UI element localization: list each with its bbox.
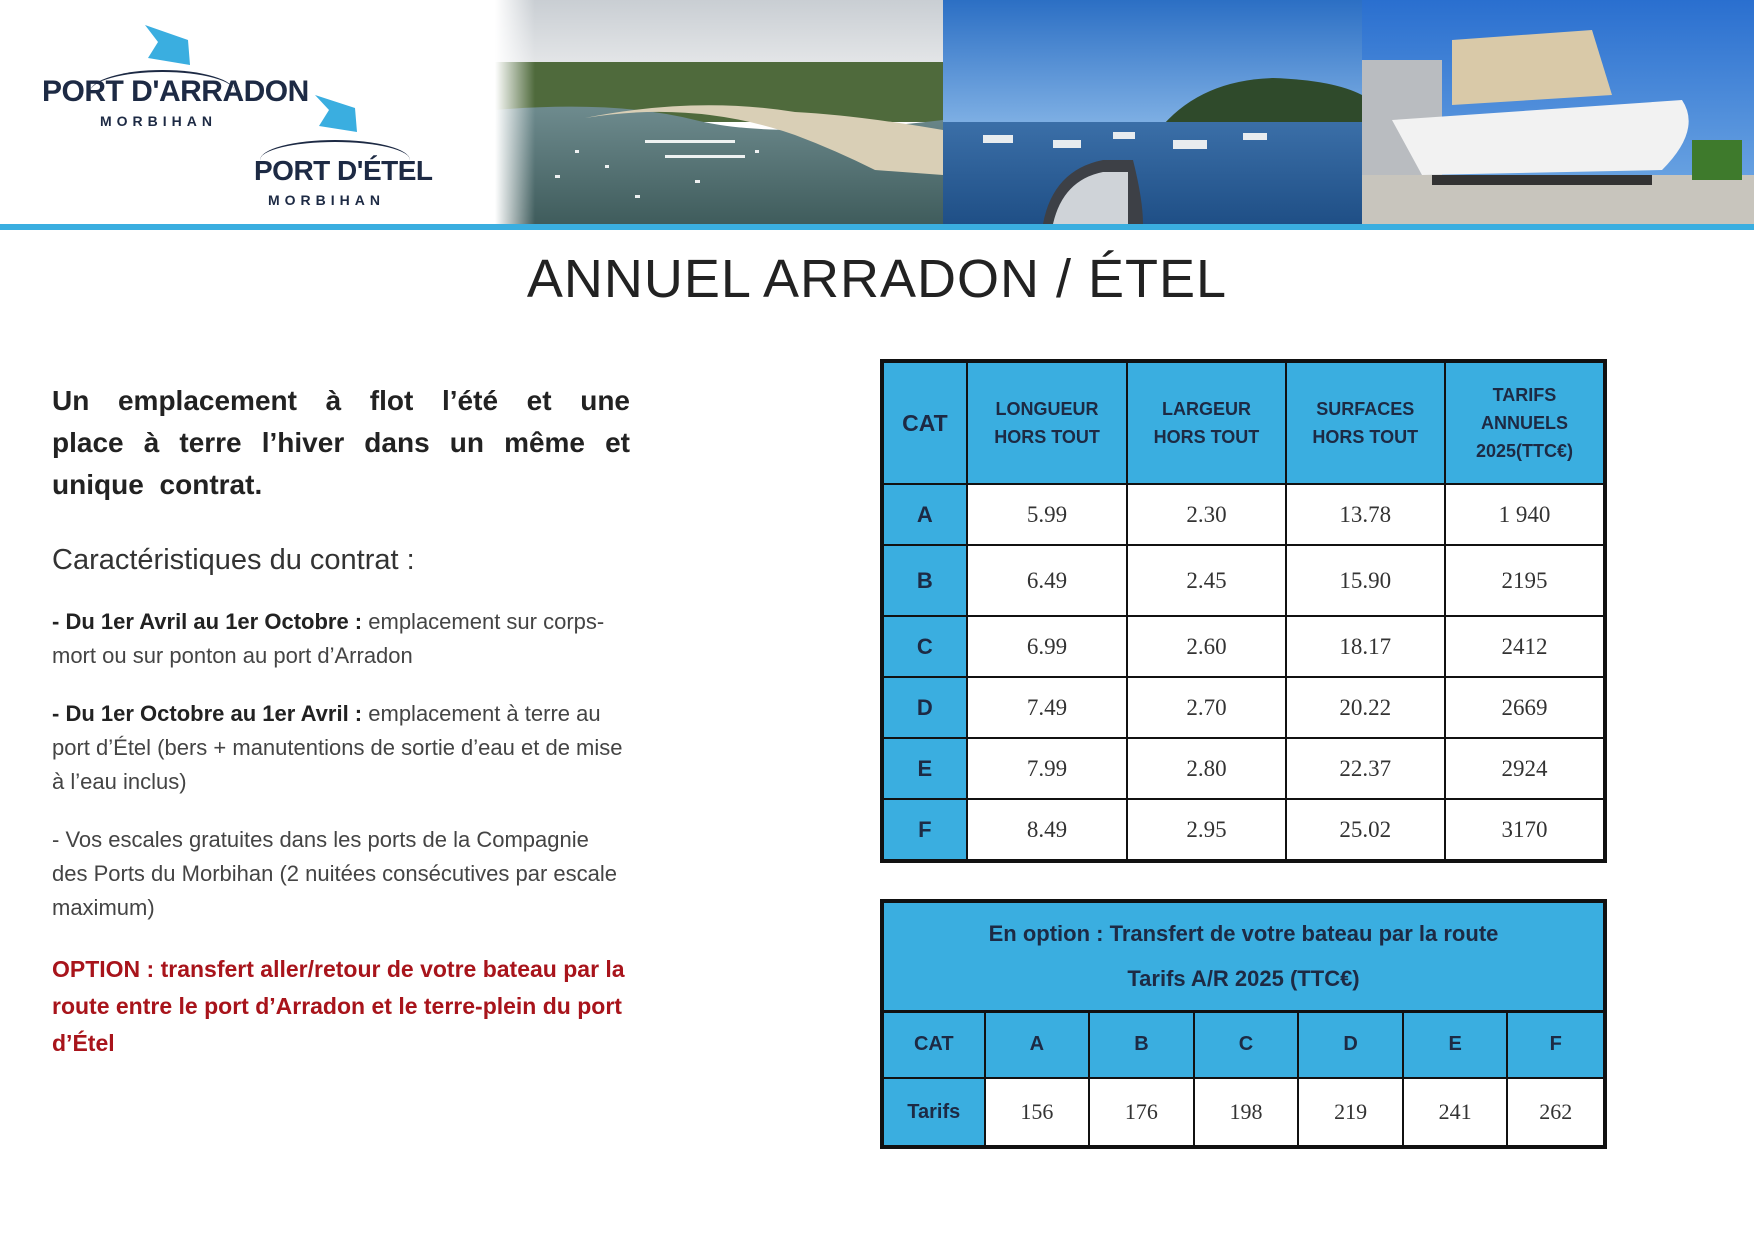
price-cell: 219 bbox=[1298, 1078, 1403, 1147]
page-title: ANNUEL ARRADON / ÉTEL bbox=[526, 249, 1228, 309]
option-title: En option : Transfert de votre bateau par la route bbox=[988, 921, 1499, 947]
header-cell: SURFACES HORS TOUT bbox=[1286, 361, 1445, 484]
header-cell: TARIFS ANNUELS 2025(TTC€) bbox=[1445, 361, 1605, 484]
port-etel-logo bbox=[250, 90, 433, 210]
header-cell: CAT bbox=[882, 361, 967, 484]
flag-icon bbox=[130, 20, 210, 70]
logo-subtitle: MORBIHAN bbox=[100, 113, 217, 129]
category-cell: D bbox=[882, 677, 967, 738]
table-row bbox=[882, 545, 1605, 616]
item-text: emplacement à terre au port d’Étel (bers + manutentions de sortie d’eau et de mise à l’eau inclus) bbox=[52, 701, 623, 794]
logo-name: PORT D'ARRADON bbox=[42, 75, 309, 108]
characteristics-heading: Caractéristiques du contrat : bbox=[52, 544, 415, 576]
item-bold: - Du 1er Avril au 1er Octobre : bbox=[52, 609, 363, 634]
table-cell: 13.78 bbox=[1286, 484, 1445, 545]
table-cell: 6.99 bbox=[967, 616, 1128, 677]
logos-area bbox=[0, 0, 495, 224]
category-cell: F bbox=[882, 799, 967, 861]
item-text: - Vos escales gratuites dans les ports de la Compagnie des Ports du Morbihan (2 nuitées consécutives par escale maximum) bbox=[52, 827, 617, 920]
intro-text: Un emplacement à flot l’été et une place à terre l’hiver dans un même et unique contrat. bbox=[52, 385, 630, 500]
table-cell: 6.49 bbox=[967, 545, 1128, 616]
logo-subtitle: MORBIHAN bbox=[268, 192, 385, 208]
table-row bbox=[882, 616, 1605, 677]
flag-icon bbox=[305, 90, 375, 140]
characteristic-item bbox=[52, 823, 630, 925]
table-cell: 2.60 bbox=[1127, 616, 1285, 677]
table-cell: 25.02 bbox=[1286, 799, 1445, 861]
table-cell: 2.45 bbox=[1127, 545, 1285, 616]
category-cell: C bbox=[882, 616, 967, 677]
harbor-aerial-photo bbox=[495, 0, 943, 224]
cat-cell: C bbox=[1194, 1011, 1299, 1078]
table-cell: 1 940 bbox=[1445, 484, 1605, 545]
item-bold: - Du 1er Octobre au 1er Avril : bbox=[52, 701, 363, 726]
price-cell: 176 bbox=[1089, 1078, 1194, 1147]
option-price-row bbox=[882, 1078, 1605, 1147]
table-cell: 2.70 bbox=[1127, 677, 1285, 738]
table-cell: 3170 bbox=[1445, 799, 1605, 861]
characteristic-item bbox=[52, 605, 630, 673]
price-cell: 241 bbox=[1403, 1078, 1508, 1147]
table-cell: 18.17 bbox=[1286, 616, 1445, 677]
option-title-cell bbox=[882, 901, 1605, 1011]
table-cell: 2.95 bbox=[1127, 799, 1285, 861]
price-cell: 262 bbox=[1507, 1078, 1605, 1147]
item-text: emplacement sur corps-mort ou sur ponton au port d’Arradon bbox=[52, 609, 605, 668]
table-cell: 15.90 bbox=[1286, 545, 1445, 616]
category-cell: B bbox=[882, 545, 967, 616]
category-cell: E bbox=[882, 738, 967, 799]
cat-cell: F bbox=[1507, 1011, 1605, 1078]
tarifs-label-cell: Tarifs bbox=[882, 1078, 985, 1147]
table-cell: 2412 bbox=[1445, 616, 1605, 677]
table-row bbox=[882, 799, 1605, 861]
table-cell: 2669 bbox=[1445, 677, 1605, 738]
port-arradon-logo bbox=[30, 15, 309, 130]
table-row bbox=[882, 738, 1605, 799]
header-divider bbox=[0, 224, 1754, 230]
table-row bbox=[882, 677, 1605, 738]
category-cell: A bbox=[882, 484, 967, 545]
table-cell: 22.37 bbox=[1286, 738, 1445, 799]
annual-tariff-table bbox=[880, 359, 1607, 863]
table-cell: 7.99 bbox=[967, 738, 1128, 799]
cat-cell: D bbox=[1298, 1011, 1403, 1078]
table-cell: 2195 bbox=[1445, 545, 1605, 616]
option-cat-row bbox=[882, 1011, 1605, 1078]
cat-cell: E bbox=[1403, 1011, 1508, 1078]
table-cell: 2924 bbox=[1445, 738, 1605, 799]
table-header-row bbox=[882, 361, 1605, 484]
boat-trailer-photo bbox=[1362, 0, 1754, 224]
contract-description bbox=[52, 380, 630, 1062]
cat-cell: B bbox=[1089, 1011, 1194, 1078]
table-cell: 2.80 bbox=[1127, 738, 1285, 799]
logo-name: PORT D'ÉTEL bbox=[254, 155, 433, 186]
table-cell: 7.49 bbox=[967, 677, 1128, 738]
price-cell: 198 bbox=[1194, 1078, 1299, 1147]
option-header-row bbox=[882, 901, 1605, 1011]
header-cell: LARGEUR HORS TOUT bbox=[1127, 361, 1285, 484]
characteristic-item bbox=[52, 697, 630, 799]
header-banner bbox=[0, 0, 1754, 224]
transfer-option-table bbox=[880, 899, 1607, 1149]
table-row bbox=[882, 484, 1605, 545]
table-cell: 8.49 bbox=[967, 799, 1128, 861]
option-note: OPTION : transfert aller/retour de votre bateau par la route entre le port d’Arradon et le terre-plein du port d’Étel bbox=[52, 956, 625, 1056]
header-cell: LONGUEUR HORS TOUT bbox=[967, 361, 1128, 484]
cat-cell: A bbox=[985, 1011, 1090, 1078]
price-cell: 156 bbox=[985, 1078, 1090, 1147]
table-cell: 5.99 bbox=[967, 484, 1128, 545]
boats-photo bbox=[943, 0, 1362, 224]
cat-label-cell: CAT bbox=[882, 1011, 985, 1078]
table-cell: 20.22 bbox=[1286, 677, 1445, 738]
table-cell: 2.30 bbox=[1127, 484, 1285, 545]
option-subtitle: Tarifs A/R 2025 (TTC€) bbox=[1127, 966, 1360, 992]
